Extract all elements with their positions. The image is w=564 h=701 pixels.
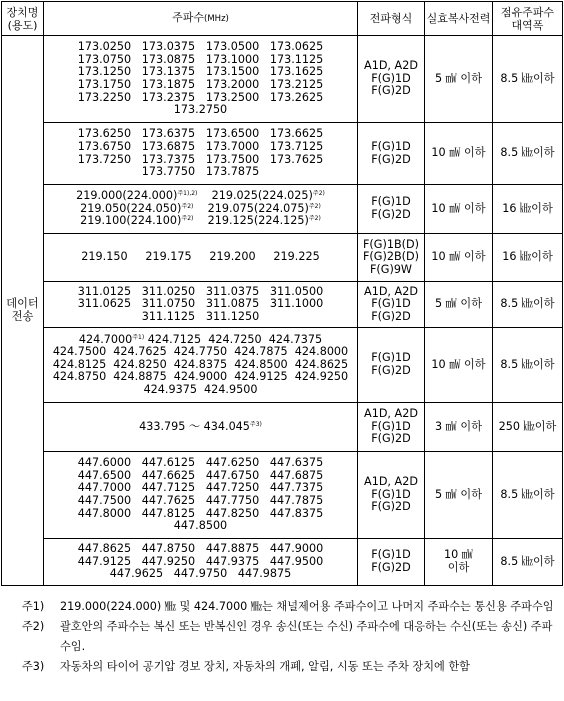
bandwidth-cell: 250 ㎑이하 [493,403,563,452]
emission-cell: A1D, A2D F(G)1D F(G)2D [358,282,425,328]
emission-cell: F(G)1B(D) F(G)2B(D) F(G)9W [358,234,425,282]
frequency-cell: 173.6250 173.6375 173.6500 173.6625 173.6750 173.6875 173.7000 173.7125 173.7250 173.7375 173.7500 173.7625 173.7750 173.7875 [44,123,358,185]
footnote-text: 219.000(224.000) ㎒ 및 424.7000 ㎒는 채널제어용 주파수이고 나머지 주파수는 통신용 주파수임 [60,600,554,613]
table-row [2,452,563,539]
header-row [2,2,563,36]
frequency-cell [44,185,358,234]
emission-cell: A1D, A2D F(G)1D F(G)2D [358,36,425,123]
frequency-cell: 173.0250 173.0375 173.0500 173.0625 173.0750 173.0875 173.1000 173.1125 173.1250 173.1375 173.1500 173.1625 173.1750 173.1875 173.2000 173.2125 173.2250 173.2375 173.2500 173.2625 173.2750 [44,36,358,123]
bandwidth-cell: 16 ㎑이하 [493,185,563,234]
footnotes [22,597,562,677]
freq-lines: 424.7500 424.7625 424.7750 424.7875 424.8000 424.8125 424.8250 424.8375 424.8500 424.8625 424.8750 424.8875 424.9000 424.9125 424.9250 424.9375 424.9500 [52,345,349,396]
table-row [2,36,563,123]
freq-value: 219.025(224.025) [211,189,313,203]
freq-value: 424.7000 [78,332,133,346]
freq-value: 433.795 ～ 434.045 [139,419,250,433]
freq-line [44,215,357,228]
emission-cell: A1D, A2D F(G)1D F(G)2D [358,403,425,452]
freq-value: 219.100(224.100) [80,214,182,228]
bandwidth-cell: 8.5 ㎑이하 [493,36,563,123]
frequency-cell [44,328,358,403]
footnote-mark: 주1) [132,333,145,341]
header-emission: 전파형식 [358,2,425,36]
footnote-3 [22,657,562,677]
table-row [2,234,563,282]
freq-value: 424.7125 424.7250 424.7375 [144,332,323,346]
bandwidth-cell: 8.5 ㎑이하 [493,539,563,586]
table-row [2,403,563,452]
table-row [2,282,563,328]
emission-cell: F(G)1D F(G)2D [358,539,425,586]
footnote-mark: 주1),2) [177,190,198,198]
footnote-text: 괄호안의 주파수는 복신 또는 반복신인 경우 송신(또는 수신) 주파수에 대응하는 수신(또는 송신) 주파수임. [60,620,553,653]
frequency-cell: 311.0125 311.0250 311.0375 311.0500 311.0625 311.0750 311.0875 311.1000 311.1125 311.1250 [44,282,358,328]
frequency-cell: 447.8625 447.8750 447.8875 447.9000 447.9125 447.9250 447.9375 447.9500 447.9625 447.9750 447.9875 [44,539,358,586]
footnote-mark: 주2) [312,190,325,198]
bandwidth-cell: 8.5 ㎑이하 [493,328,563,403]
footnote-label: 주2) [22,620,45,633]
frequency-table [1,1,563,586]
footnote-label: 주3) [22,660,45,673]
frequency-cell: 447.6000 447.6125 447.6250 447.6375 447.6500 447.6625 447.6750 447.6875 447.7000 447.7125 447.7250 447.7375 447.7500 447.7625 447.7750 447.7875 447.8000 447.8125 447.8250 447.8375 447.8500 [44,452,358,539]
header-bandwidth: 점유주파수 대역폭 [493,2,563,36]
header-frequency-label: 주파수 [172,11,205,24]
header-frequency [44,2,358,36]
footnote-mark: 주2) [181,202,194,210]
footnote-2 [22,617,562,657]
bandwidth-cell: 8.5 ㎑이하 [493,452,563,539]
freq-value: 219.000(224.000) [76,189,178,203]
power-cell: 10 ㎽ 이하 [425,234,493,282]
power-cell: 10 ㎽ 이하 [425,185,493,234]
footnote-mark: 주3) [249,420,262,428]
table-row [2,539,563,586]
table-row [2,185,563,234]
power-cell: 10 ㎽ 이하 [425,123,493,185]
emission-cell: F(G)1D F(G)2D [358,328,425,403]
device-name-cell: 데이터 전송 [2,36,44,586]
footnote-1 [22,597,562,617]
bandwidth-cell: 8.5 ㎑이하 [493,282,563,328]
frequency-cell: 219.150 219.175 219.200 219.225 [44,234,358,282]
bandwidth-cell: 8.5 ㎑이하 [493,123,563,185]
footnote-mark: 주2) [308,215,321,223]
bandwidth-cell: 16 ㎑이하 [493,234,563,282]
header-frequency-unit: (MHz) [204,14,229,24]
freq-value: 219.125(224.125) [207,214,309,228]
table-row [2,123,563,185]
frequency-cell [44,403,358,452]
freq-value: 219.075(224.075) [207,201,309,215]
footnote-mark: 주2) [308,202,321,210]
header-device: 장치명 (용도) [2,2,44,36]
power-cell: 5 ㎽ 이하 [425,282,493,328]
footnote-label: 주1) [22,600,45,613]
header-power: 실효복사전력 [425,2,493,36]
table-row [2,328,563,403]
power-cell: 3 ㎽ 이하 [425,403,493,452]
emission-cell: F(G)1D F(G)2D [358,123,425,185]
footnote-mark: 주2) [181,215,194,223]
emission-cell: F(G)1D F(G)2D [358,185,425,234]
emission-cell: A1D, A2D F(G)1D F(G)2D [358,452,425,539]
power-cell: 10 ㎽ 이하 [425,539,493,586]
power-cell: 10 ㎽ 이하 [425,328,493,403]
power-cell: 5 ㎽ 이하 [425,36,493,123]
power-cell: 5 ㎽ 이하 [425,452,493,539]
freq-value: 219.050(224.050) [80,201,182,215]
footnote-text: 자동차의 타이어 공기압 경보 장치, 자동차의 개폐, 알림, 시동 또는 주차 장치에 한함 [60,660,470,673]
